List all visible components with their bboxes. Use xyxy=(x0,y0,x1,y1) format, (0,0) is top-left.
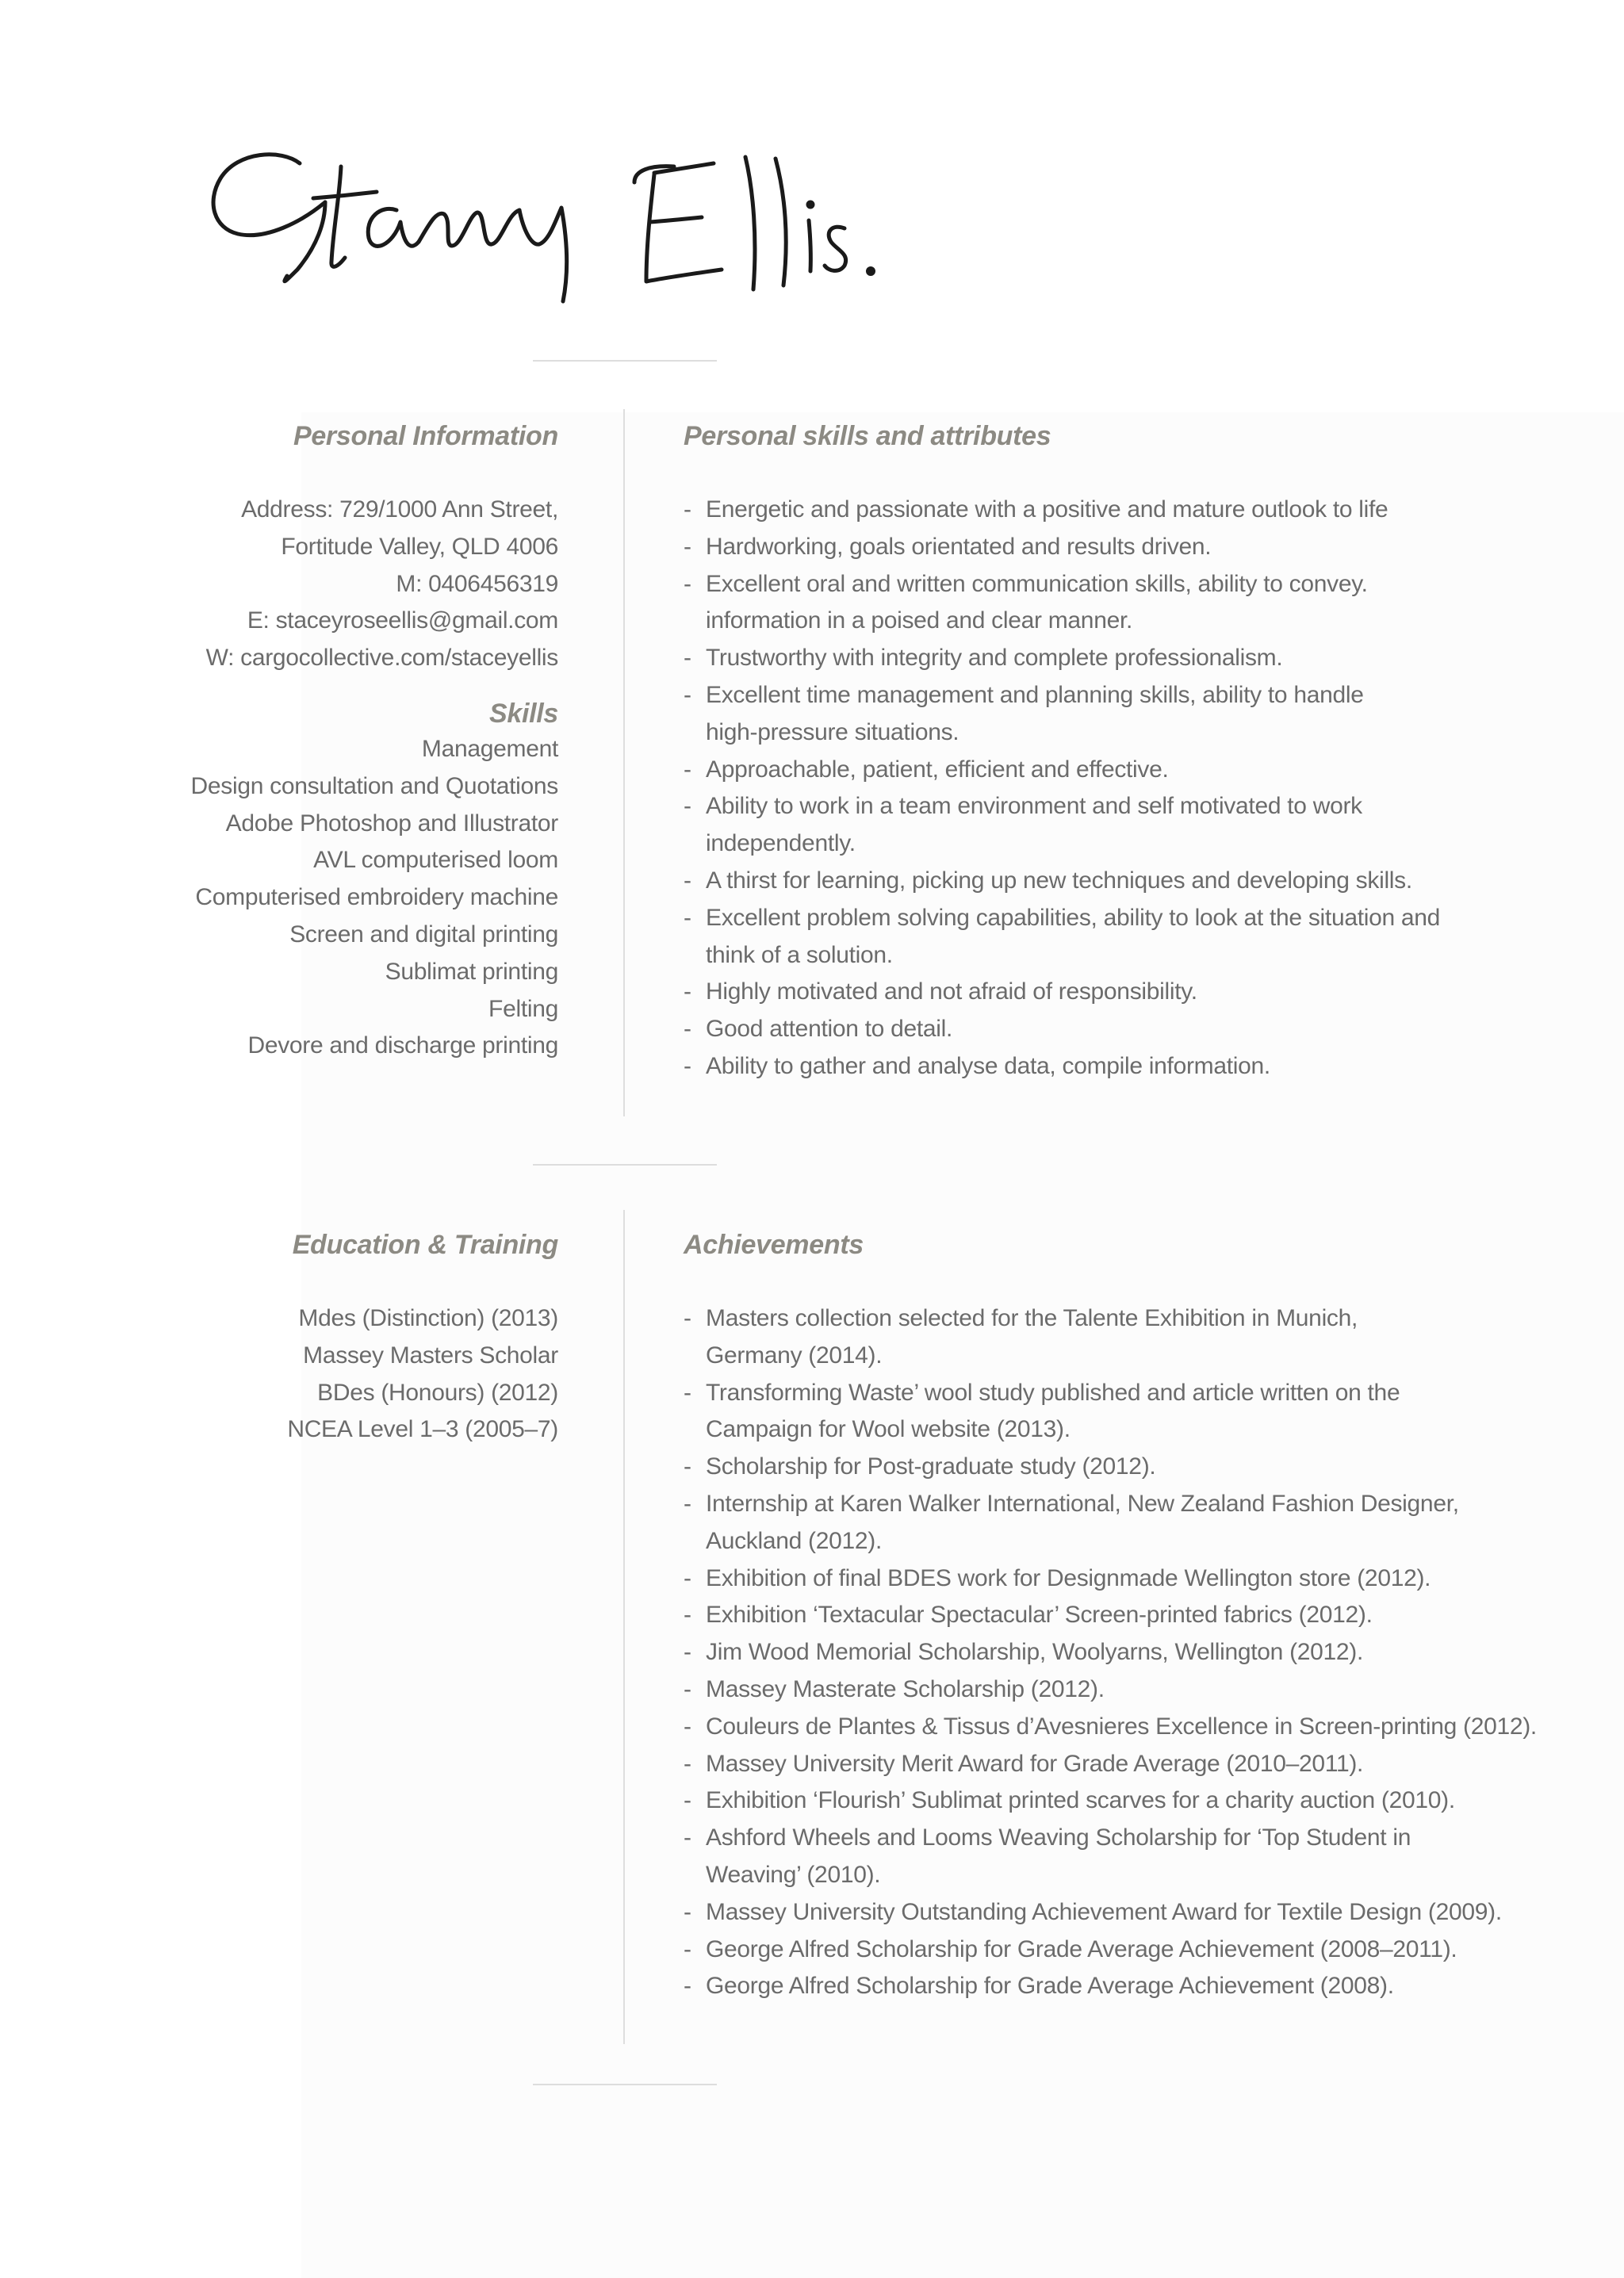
attribute-item xyxy=(684,1048,1477,1085)
attribute-item xyxy=(684,900,1477,974)
achievement-item-text: - Massey University Outstanding Achievement Award for Textile Design (2009). xyxy=(706,1898,1502,1925)
attribute-item xyxy=(684,863,1477,900)
education-item: Massey Masters Scholar xyxy=(303,1342,558,1369)
email-line: E: staceyroseellis@gmail.com xyxy=(247,607,558,634)
achievement-item-text: - Massey University Merit Award for Grade Average (2010–2011). xyxy=(706,1750,1364,1777)
achievement-item xyxy=(684,1560,1477,1598)
achievement-item xyxy=(684,1746,1477,1783)
achievement-item xyxy=(684,1894,1502,1932)
attribute-item xyxy=(684,1011,1477,1048)
attribute-item xyxy=(684,974,1477,1011)
skill-item: Computerised embroidery machine xyxy=(195,884,558,911)
website-line: W: cargocollective.com/staceyellis xyxy=(205,645,558,672)
education-lines xyxy=(159,1300,558,1449)
skill-item: Screen and digital printing xyxy=(289,921,558,948)
attribute-item-text: - Good attention to detail. xyxy=(706,1016,953,1043)
skill-item: AVL computerised loom xyxy=(313,847,558,874)
achievement-item xyxy=(684,1300,1477,1375)
attribute-item-text: information in a poised and clear manner. xyxy=(706,607,1133,634)
top-divider xyxy=(533,360,717,362)
skills-heading: Skills xyxy=(488,698,558,729)
skill-item: Devore and discharge printing xyxy=(247,1032,558,1059)
achievements-heading: Achievements xyxy=(684,1230,864,1260)
bottom-divider xyxy=(533,2084,717,2085)
achievement-item xyxy=(684,1597,1477,1634)
attribute-item-text: - Trustworthy with integrity and complete professionalism. xyxy=(706,645,1283,672)
achievement-item xyxy=(684,1375,1477,1449)
attribute-item-text: think of a solution. xyxy=(706,941,893,968)
achievement-item-text: - Internship at Karen Walker International, New Zealand Fashion Designer, xyxy=(706,1490,1459,1517)
attributes-list xyxy=(684,492,1477,1085)
achievement-item-text: - Massey Masterate Scholarship (2012). xyxy=(706,1675,1105,1702)
education-item: BDes (Honours) (2012) xyxy=(317,1379,558,1406)
achievement-item-text: - Exhibition ‘Flourish’ Sublimat printed scarves for a charity auction (2010). xyxy=(706,1787,1455,1814)
skill-item: Sublimat printing xyxy=(385,958,558,985)
address-line-2: Fortitude Valley, QLD 4006 xyxy=(281,533,558,560)
middle-divider xyxy=(533,1164,717,1166)
attribute-item-text: - Ability to gather and analyse data, compile information. xyxy=(706,1052,1270,1079)
vertical-divider-1 xyxy=(623,409,625,1116)
education-section xyxy=(159,1227,558,1449)
achievement-item-text: - Ashford Wheels and Looms Weaving Scholarship for ‘Top Student in xyxy=(706,1824,1411,1851)
education-item: Mdes (Distinction) (2013) xyxy=(298,1305,558,1331)
skill-item: Design consultation and Quotations xyxy=(190,772,558,799)
achievement-item-text: Auckland (2012). xyxy=(706,1527,883,1554)
achievement-item-text: - Transforming Waste’ wool study published and article written on the xyxy=(706,1379,1400,1406)
achievement-item-text: - George Alfred Scholarship for Grade Average Achievement (2008). xyxy=(706,1973,1394,2000)
achievement-item-text: Weaving’ (2010). xyxy=(706,1861,881,1888)
attribute-item-text: - Excellent oral and written communication skills, ability to convey. xyxy=(706,570,1368,597)
achievement-item xyxy=(684,1820,1477,1894)
attribute-item-text: - Excellent time management and planning skills, ability to handle xyxy=(706,681,1364,708)
attribute-item-text: high-pressure situations. xyxy=(706,718,959,745)
skills-list xyxy=(159,731,558,1065)
achievement-item-text: - George Alfred Scholarship for Grade Average Achievement (2008–2011). xyxy=(706,1935,1457,1962)
attributes-heading: Personal skills and attributes xyxy=(684,421,1051,451)
achievements-list xyxy=(684,1300,1537,2005)
attribute-item xyxy=(684,788,1477,863)
personal-info-heading: Personal Information xyxy=(293,421,558,451)
education-item: NCEA Level 1–3 (2005–7) xyxy=(287,1416,558,1443)
personal-info-lines xyxy=(159,492,558,677)
achievement-item-text: - Jim Wood Memorial Scholarship, Woolyarns, Wellington (2012). xyxy=(706,1639,1364,1666)
attribute-item-text: - Ability to work in a team environment and self motivated to work xyxy=(706,793,1362,820)
achievements-section xyxy=(684,1227,1537,2005)
personal-info-section xyxy=(159,419,558,1065)
achievement-item-text: Germany (2014). xyxy=(706,1342,883,1369)
attribute-item xyxy=(684,677,1477,752)
attribute-item-text: - A thirst for learning, picking up new techniques and developing skills. xyxy=(706,867,1412,894)
attribute-item-text: - Energetic and passionate with a positive and mature outlook to life xyxy=(706,496,1388,523)
attribute-item-text: - Excellent problem solving capabilities, ability to look at the situation and xyxy=(706,904,1441,931)
attribute-item-text: - Highly motivated and not afraid of responsibility. xyxy=(706,978,1197,1005)
achievement-item-text: - Couleurs de Plantes & Tissus d’Avesnieres Excellence in Screen-printing (2012). xyxy=(706,1713,1537,1740)
education-heading: Education & Training xyxy=(292,1230,558,1260)
achievement-item-text: - Exhibition ‘Textacular Spectacular’ Screen-printed fabrics (2012). xyxy=(706,1602,1373,1629)
attribute-item-text: - Hardworking, goals orientated and results driven. xyxy=(706,533,1212,560)
attribute-item-text: - Approachable, patient, efficient and effective. xyxy=(706,756,1169,783)
achievement-item xyxy=(684,1782,1477,1820)
signature-logo xyxy=(206,135,920,309)
achievement-item-text: - Exhibition of final BDES work for Designmade Wellington store (2012). xyxy=(706,1564,1431,1591)
skill-item: Adobe Photoshop and Illustrator xyxy=(225,810,558,837)
achievement-item xyxy=(684,1709,1537,1746)
attribute-item xyxy=(684,529,1477,566)
attribute-item xyxy=(684,752,1477,789)
achievement-item xyxy=(684,1634,1477,1671)
achievement-item xyxy=(684,1932,1477,1969)
achievement-item-text: - Masters collection selected for the Talente Exhibition in Munich, xyxy=(706,1305,1358,1331)
achievement-item xyxy=(684,1486,1477,1560)
skill-item: Felting xyxy=(488,995,558,1022)
mobile-line: M: 0406456319 xyxy=(396,570,558,597)
attribute-item xyxy=(684,492,1477,529)
attribute-item xyxy=(684,640,1477,677)
attribute-item xyxy=(684,566,1477,641)
achievement-item-text: - Scholarship for Post-graduate study (2012). xyxy=(706,1453,1156,1480)
achievement-item xyxy=(684,1671,1477,1709)
address-line-1: Address: 729/1000 Ann Street, xyxy=(241,496,558,523)
achievement-item xyxy=(684,1968,1477,2005)
attribute-item-text: independently. xyxy=(706,830,856,857)
vertical-divider-2 xyxy=(623,1210,625,2044)
achievement-item-text: Campaign for Wool website (2013). xyxy=(706,1416,1071,1443)
achievement-item xyxy=(684,1449,1477,1486)
attributes-section xyxy=(684,419,1477,1085)
skill-item: Management xyxy=(421,735,558,762)
